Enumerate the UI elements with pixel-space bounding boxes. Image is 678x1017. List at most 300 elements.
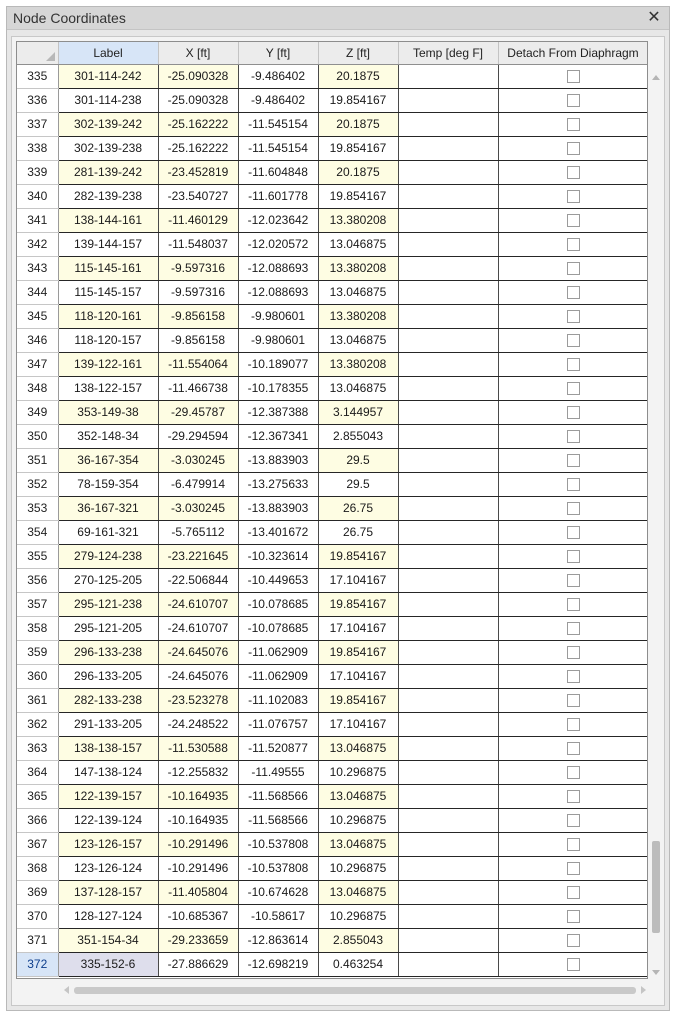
detach-cell[interactable] <box>498 808 648 832</box>
row-number[interactable]: 349 <box>17 400 58 424</box>
y-cell[interactable]: -11.604848 <box>238 160 318 184</box>
z-cell[interactable]: 19.854167 <box>318 184 398 208</box>
detach-cell[interactable] <box>498 472 648 496</box>
y-cell[interactable]: -11.545154 <box>238 112 318 136</box>
z-cell[interactable]: 0.463254 <box>318 952 398 976</box>
detach-checkbox[interactable] <box>567 214 580 227</box>
temp-cell[interactable] <box>398 304 498 328</box>
temp-cell[interactable] <box>398 472 498 496</box>
scroll-left-arrow-icon[interactable] <box>64 986 69 994</box>
detach-checkbox[interactable] <box>567 310 580 323</box>
temp-cell[interactable] <box>398 784 498 808</box>
detach-cell[interactable] <box>498 448 648 472</box>
x-cell[interactable]: -10.685367 <box>158 904 238 928</box>
row-number[interactable]: 344 <box>17 280 58 304</box>
y-cell[interactable]: -11.520877 <box>238 736 318 760</box>
detach-cell[interactable] <box>498 304 648 328</box>
y-cell[interactable]: -13.883903 <box>238 496 318 520</box>
table-row[interactable] <box>17 952 648 976</box>
table-row[interactable] <box>17 208 648 232</box>
row-number[interactable]: 350 <box>17 424 58 448</box>
x-cell[interactable]: -24.645076 <box>158 664 238 688</box>
detach-cell[interactable] <box>498 784 648 808</box>
row-number[interactable]: 354 <box>17 520 58 544</box>
row-number[interactable]: 345 <box>17 304 58 328</box>
z-cell[interactable]: 17.104167 <box>318 568 398 592</box>
table-row[interactable] <box>17 664 648 688</box>
label-cell[interactable]: 115-145-157 <box>58 280 158 304</box>
row-number[interactable]: 338 <box>17 136 58 160</box>
detach-checkbox[interactable] <box>567 358 580 371</box>
x-cell[interactable]: -10.291496 <box>158 856 238 880</box>
detach-checkbox[interactable] <box>567 742 580 755</box>
label-cell[interactable]: 123-126-124 <box>58 856 158 880</box>
row-number[interactable]: 337 <box>17 112 58 136</box>
x-cell[interactable]: -6.479914 <box>158 472 238 496</box>
row-number[interactable]: 359 <box>17 640 58 664</box>
label-cell[interactable]: 302-139-242 <box>58 112 158 136</box>
x-cell[interactable]: -23.523278 <box>158 688 238 712</box>
row-number[interactable]: 348 <box>17 376 58 400</box>
x-cell[interactable]: -23.540727 <box>158 184 238 208</box>
table-row[interactable] <box>17 856 648 880</box>
row-number[interactable]: 370 <box>17 904 58 928</box>
label-cell[interactable]: 295-121-205 <box>58 616 158 640</box>
scroll-down-arrow-icon[interactable] <box>652 970 660 975</box>
z-cell[interactable]: 13.046875 <box>318 232 398 256</box>
detach-cell[interactable] <box>498 928 648 952</box>
table-row[interactable] <box>17 376 648 400</box>
temp-cell[interactable] <box>398 856 498 880</box>
z-cell[interactable]: 19.854167 <box>318 688 398 712</box>
y-cell[interactable]: -13.275633 <box>238 472 318 496</box>
z-cell[interactable]: 19.854167 <box>318 544 398 568</box>
table-row[interactable] <box>17 160 648 184</box>
label-cell[interactable]: 36-167-321 <box>58 496 158 520</box>
row-number[interactable]: 342 <box>17 232 58 256</box>
x-cell[interactable]: -11.554064 <box>158 352 238 376</box>
detach-cell[interactable] <box>498 280 648 304</box>
table-row[interactable] <box>17 184 648 208</box>
z-cell[interactable]: 13.046875 <box>318 376 398 400</box>
row-number[interactable]: 362 <box>17 712 58 736</box>
row-number[interactable]: 365 <box>17 784 58 808</box>
detach-checkbox[interactable] <box>567 550 580 563</box>
row-number[interactable]: 355 <box>17 544 58 568</box>
detach-cell[interactable] <box>498 424 648 448</box>
x-cell[interactable]: -9.597316 <box>158 256 238 280</box>
row-number[interactable]: 346 <box>17 328 58 352</box>
detach-cell[interactable] <box>498 184 648 208</box>
row-number[interactable]: 336 <box>17 88 58 112</box>
z-cell[interactable]: 13.046875 <box>318 736 398 760</box>
row-number[interactable]: 363 <box>17 736 58 760</box>
temp-cell[interactable] <box>398 880 498 904</box>
detach-cell[interactable] <box>498 664 648 688</box>
x-cell[interactable]: -11.405804 <box>158 880 238 904</box>
row-number[interactable]: 364 <box>17 760 58 784</box>
table-row[interactable] <box>17 136 648 160</box>
z-cell[interactable]: 13.046875 <box>318 832 398 856</box>
detach-checkbox[interactable] <box>567 190 580 203</box>
label-cell[interactable]: 36-167-354 <box>58 448 158 472</box>
y-cell[interactable]: -13.883903 <box>238 448 318 472</box>
row-number[interactable]: 372 <box>17 952 58 976</box>
y-cell[interactable]: -10.674628 <box>238 880 318 904</box>
x-cell[interactable]: -24.610707 <box>158 616 238 640</box>
detach-checkbox[interactable] <box>567 886 580 899</box>
row-number[interactable]: 371 <box>17 928 58 952</box>
temp-cell[interactable] <box>398 904 498 928</box>
row-number[interactable]: 369 <box>17 880 58 904</box>
table-row[interactable] <box>17 904 648 928</box>
temp-cell[interactable] <box>398 400 498 424</box>
detach-cell[interactable] <box>498 640 648 664</box>
column-header-x[interactable]: X [ft] <box>158 42 238 64</box>
z-cell[interactable]: 13.046875 <box>318 784 398 808</box>
label-cell[interactable]: 351-154-34 <box>58 928 158 952</box>
label-cell[interactable]: 139-122-161 <box>58 352 158 376</box>
horizontal-scroll-thumb[interactable] <box>74 987 636 994</box>
temp-cell[interactable] <box>398 88 498 112</box>
table-row[interactable] <box>17 736 648 760</box>
z-cell[interactable]: 10.296875 <box>318 904 398 928</box>
temp-cell[interactable] <box>398 328 498 352</box>
label-cell[interactable]: 118-120-161 <box>58 304 158 328</box>
temp-cell[interactable] <box>398 160 498 184</box>
label-cell[interactable]: 137-128-157 <box>58 880 158 904</box>
label-cell[interactable]: 352-148-34 <box>58 424 158 448</box>
label-cell[interactable]: 281-139-242 <box>58 160 158 184</box>
column-header-y[interactable]: Y [ft] <box>238 42 318 64</box>
table-row[interactable] <box>17 112 648 136</box>
y-cell[interactable]: -12.863614 <box>238 928 318 952</box>
label-cell[interactable]: 122-139-124 <box>58 808 158 832</box>
x-cell[interactable]: -23.452819 <box>158 160 238 184</box>
detach-cell[interactable] <box>498 88 648 112</box>
detach-checkbox[interactable] <box>567 814 580 827</box>
label-cell[interactable]: 123-126-157 <box>58 832 158 856</box>
detach-cell[interactable] <box>498 952 648 976</box>
label-cell[interactable]: 147-138-124 <box>58 760 158 784</box>
detach-cell[interactable] <box>498 256 648 280</box>
x-cell[interactable]: -9.597316 <box>158 280 238 304</box>
row-number[interactable]: 360 <box>17 664 58 688</box>
z-cell[interactable]: 26.75 <box>318 520 398 544</box>
table-row[interactable] <box>17 832 648 856</box>
y-cell[interactable]: -12.698219 <box>238 952 318 976</box>
x-cell[interactable]: -10.164935 <box>158 808 238 832</box>
label-cell[interactable]: 301-114-242 <box>58 64 158 88</box>
label-cell[interactable]: 115-145-161 <box>58 256 158 280</box>
y-cell[interactable]: -12.023642 <box>238 208 318 232</box>
row-number[interactable]: 367 <box>17 832 58 856</box>
temp-cell[interactable] <box>398 616 498 640</box>
scroll-right-arrow-icon[interactable] <box>641 986 646 994</box>
temp-cell[interactable] <box>398 736 498 760</box>
temp-cell[interactable] <box>398 688 498 712</box>
label-cell[interactable]: 138-138-157 <box>58 736 158 760</box>
scroll-up-arrow-icon[interactable] <box>652 75 660 80</box>
detach-cell[interactable] <box>498 400 648 424</box>
temp-cell[interactable] <box>398 520 498 544</box>
y-cell[interactable]: -10.178355 <box>238 376 318 400</box>
table-row[interactable] <box>17 784 648 808</box>
x-cell[interactable]: -11.530588 <box>158 736 238 760</box>
column-header-temp[interactable]: Temp [deg F] <box>398 42 498 64</box>
horizontal-scrollbar[interactable] <box>16 983 648 997</box>
detach-checkbox[interactable] <box>567 94 580 107</box>
z-cell[interactable]: 13.380208 <box>318 304 398 328</box>
detach-cell[interactable] <box>498 376 648 400</box>
detach-checkbox[interactable] <box>567 454 580 467</box>
row-number[interactable]: 351 <box>17 448 58 472</box>
temp-cell[interactable] <box>398 184 498 208</box>
x-cell[interactable]: -29.45787 <box>158 400 238 424</box>
row-number[interactable]: 356 <box>17 568 58 592</box>
x-cell[interactable]: -24.610707 <box>158 592 238 616</box>
x-cell[interactable]: -11.460129 <box>158 208 238 232</box>
y-cell[interactable]: -11.568566 <box>238 808 318 832</box>
x-cell[interactable]: -10.164935 <box>158 784 238 808</box>
y-cell[interactable]: -10.078685 <box>238 592 318 616</box>
detach-checkbox[interactable] <box>567 910 580 923</box>
y-cell[interactable]: -9.486402 <box>238 64 318 88</box>
x-cell[interactable]: -10.291496 <box>158 832 238 856</box>
table-row[interactable] <box>17 88 648 112</box>
label-cell[interactable]: 296-133-205 <box>58 664 158 688</box>
table-row[interactable] <box>17 544 648 568</box>
vertical-scroll-thumb[interactable] <box>652 841 660 933</box>
z-cell[interactable]: 19.854167 <box>318 88 398 112</box>
y-cell[interactable]: -11.568566 <box>238 784 318 808</box>
detach-checkbox[interactable] <box>567 694 580 707</box>
row-number[interactable]: 339 <box>17 160 58 184</box>
detach-cell[interactable] <box>498 688 648 712</box>
temp-cell[interactable] <box>398 928 498 952</box>
z-cell[interactable]: 10.296875 <box>318 856 398 880</box>
row-number[interactable]: 343 <box>17 256 58 280</box>
table-row[interactable] <box>17 880 648 904</box>
x-cell[interactable]: -27.886629 <box>158 952 238 976</box>
label-cell[interactable]: 301-114-238 <box>58 88 158 112</box>
table-row[interactable] <box>17 424 648 448</box>
label-cell[interactable]: 302-139-238 <box>58 136 158 160</box>
detach-checkbox[interactable] <box>567 574 580 587</box>
label-cell[interactable]: 353-149-38 <box>58 400 158 424</box>
label-cell[interactable]: 282-133-238 <box>58 688 158 712</box>
table-row[interactable] <box>17 688 648 712</box>
label-cell[interactable]: 138-144-161 <box>58 208 158 232</box>
y-cell[interactable]: -10.323614 <box>238 544 318 568</box>
label-cell[interactable]: 291-133-205 <box>58 712 158 736</box>
x-cell[interactable]: -29.233659 <box>158 928 238 952</box>
z-cell[interactable]: 2.855043 <box>318 928 398 952</box>
y-cell[interactable]: -9.486402 <box>238 88 318 112</box>
label-cell[interactable]: 118-120-157 <box>58 328 158 352</box>
z-cell[interactable]: 10.296875 <box>318 808 398 832</box>
temp-cell[interactable] <box>398 832 498 856</box>
table-row[interactable] <box>17 760 648 784</box>
detach-checkbox[interactable] <box>567 766 580 779</box>
detach-cell[interactable] <box>498 904 648 928</box>
z-cell[interactable]: 29.5 <box>318 448 398 472</box>
temp-cell[interactable] <box>398 208 498 232</box>
detach-checkbox[interactable] <box>567 646 580 659</box>
detach-cell[interactable] <box>498 232 648 256</box>
temp-cell[interactable] <box>398 256 498 280</box>
table-row[interactable] <box>17 520 648 544</box>
x-cell[interactable]: -25.162222 <box>158 112 238 136</box>
label-cell[interactable]: 270-125-205 <box>58 568 158 592</box>
temp-cell[interactable] <box>398 352 498 376</box>
x-cell[interactable]: -11.466738 <box>158 376 238 400</box>
detach-checkbox[interactable] <box>567 478 580 491</box>
table-row[interactable] <box>17 280 648 304</box>
column-header-label[interactable]: Label <box>58 42 158 64</box>
close-icon[interactable]: ✕ <box>647 9 661 26</box>
detach-cell[interactable] <box>498 880 648 904</box>
x-cell[interactable]: -24.248522 <box>158 712 238 736</box>
label-cell[interactable]: 69-161-321 <box>58 520 158 544</box>
table-row[interactable] <box>17 616 648 640</box>
table-row[interactable] <box>17 808 648 832</box>
label-cell[interactable]: 78-159-354 <box>58 472 158 496</box>
temp-cell[interactable] <box>398 664 498 688</box>
detach-cell[interactable] <box>498 112 648 136</box>
z-cell[interactable]: 17.104167 <box>318 712 398 736</box>
select-all-corner[interactable] <box>17 42 58 64</box>
detach-cell[interactable] <box>498 856 648 880</box>
label-cell[interactable]: 279-124-238 <box>58 544 158 568</box>
temp-cell[interactable] <box>398 424 498 448</box>
temp-cell[interactable] <box>398 64 498 88</box>
y-cell[interactable]: -11.545154 <box>238 136 318 160</box>
column-header-z[interactable]: Z [ft] <box>318 42 398 64</box>
detach-checkbox[interactable] <box>567 406 580 419</box>
vertical-scrollbar[interactable] <box>650 41 662 979</box>
z-cell[interactable]: 20.1875 <box>318 64 398 88</box>
y-cell[interactable]: -9.980601 <box>238 304 318 328</box>
z-cell[interactable]: 13.046875 <box>318 880 398 904</box>
table-row[interactable] <box>17 64 648 88</box>
table-row[interactable] <box>17 304 648 328</box>
label-cell[interactable]: 335-152-6 <box>58 952 158 976</box>
label-cell[interactable]: 128-127-124 <box>58 904 158 928</box>
x-cell[interactable]: -9.856158 <box>158 304 238 328</box>
y-cell[interactable]: -10.537808 <box>238 832 318 856</box>
z-cell[interactable]: 19.854167 <box>318 592 398 616</box>
y-cell[interactable]: -11.062909 <box>238 664 318 688</box>
z-cell[interactable]: 13.380208 <box>318 208 398 232</box>
temp-cell[interactable] <box>398 640 498 664</box>
temp-cell[interactable] <box>398 112 498 136</box>
temp-cell[interactable] <box>398 760 498 784</box>
detach-checkbox[interactable] <box>567 598 580 611</box>
temp-cell[interactable] <box>398 280 498 304</box>
table-row[interactable] <box>17 712 648 736</box>
z-cell[interactable]: 19.854167 <box>318 136 398 160</box>
temp-cell[interactable] <box>398 376 498 400</box>
detach-cell[interactable] <box>498 136 648 160</box>
detach-checkbox[interactable] <box>567 526 580 539</box>
z-cell[interactable]: 13.380208 <box>318 256 398 280</box>
x-cell[interactable]: -3.030245 <box>158 448 238 472</box>
x-cell[interactable]: -9.856158 <box>158 328 238 352</box>
y-cell[interactable]: -11.601778 <box>238 184 318 208</box>
y-cell[interactable]: -13.401672 <box>238 520 318 544</box>
y-cell[interactable]: -10.189077 <box>238 352 318 376</box>
detach-checkbox[interactable] <box>567 862 580 875</box>
row-number[interactable]: 353 <box>17 496 58 520</box>
z-cell[interactable]: 20.1875 <box>318 112 398 136</box>
y-cell[interactable]: -12.020572 <box>238 232 318 256</box>
temp-cell[interactable] <box>398 952 498 976</box>
x-cell[interactable]: -25.090328 <box>158 64 238 88</box>
detach-cell[interactable] <box>498 496 648 520</box>
temp-cell[interactable] <box>398 712 498 736</box>
y-cell[interactable]: -12.367341 <box>238 424 318 448</box>
row-number[interactable]: 341 <box>17 208 58 232</box>
y-cell[interactable]: -12.088693 <box>238 256 318 280</box>
detach-checkbox[interactable] <box>567 958 580 971</box>
y-cell[interactable]: -10.078685 <box>238 616 318 640</box>
detach-checkbox[interactable] <box>567 238 580 251</box>
detach-checkbox[interactable] <box>567 262 580 275</box>
table-row[interactable] <box>17 472 648 496</box>
y-cell[interactable]: -11.102083 <box>238 688 318 712</box>
x-cell[interactable]: -3.030245 <box>158 496 238 520</box>
table-row[interactable] <box>17 496 648 520</box>
detach-cell[interactable] <box>498 64 648 88</box>
detach-checkbox[interactable] <box>567 718 580 731</box>
row-number[interactable]: 340 <box>17 184 58 208</box>
label-cell[interactable]: 295-121-238 <box>58 592 158 616</box>
z-cell[interactable]: 10.296875 <box>318 760 398 784</box>
table-row[interactable] <box>17 256 648 280</box>
z-cell[interactable]: 26.75 <box>318 496 398 520</box>
table-row[interactable] <box>17 352 648 376</box>
table-row[interactable] <box>17 232 648 256</box>
row-number[interactable]: 366 <box>17 808 58 832</box>
detach-cell[interactable] <box>498 328 648 352</box>
detach-cell[interactable] <box>498 760 648 784</box>
x-cell[interactable]: -25.090328 <box>158 88 238 112</box>
row-number[interactable]: 357 <box>17 592 58 616</box>
column-header-detach[interactable]: Detach From Diaphragm <box>498 42 648 64</box>
z-cell[interactable]: 13.046875 <box>318 280 398 304</box>
z-cell[interactable]: 20.1875 <box>318 160 398 184</box>
detach-checkbox[interactable] <box>567 622 580 635</box>
table-row[interactable] <box>17 568 648 592</box>
y-cell[interactable]: -10.449653 <box>238 568 318 592</box>
z-cell[interactable]: 13.380208 <box>318 352 398 376</box>
detach-cell[interactable] <box>498 544 648 568</box>
z-cell[interactable]: 29.5 <box>318 472 398 496</box>
z-cell[interactable]: 2.855043 <box>318 424 398 448</box>
detach-cell[interactable] <box>498 712 648 736</box>
x-cell[interactable]: -25.162222 <box>158 136 238 160</box>
row-number[interactable]: 335 <box>17 64 58 88</box>
x-cell[interactable]: -23.221645 <box>158 544 238 568</box>
detach-cell[interactable] <box>498 736 648 760</box>
temp-cell[interactable] <box>398 136 498 160</box>
temp-cell[interactable] <box>398 592 498 616</box>
detach-checkbox[interactable] <box>567 838 580 851</box>
table-row[interactable] <box>17 448 648 472</box>
detach-checkbox[interactable] <box>567 142 580 155</box>
table-row[interactable] <box>17 400 648 424</box>
